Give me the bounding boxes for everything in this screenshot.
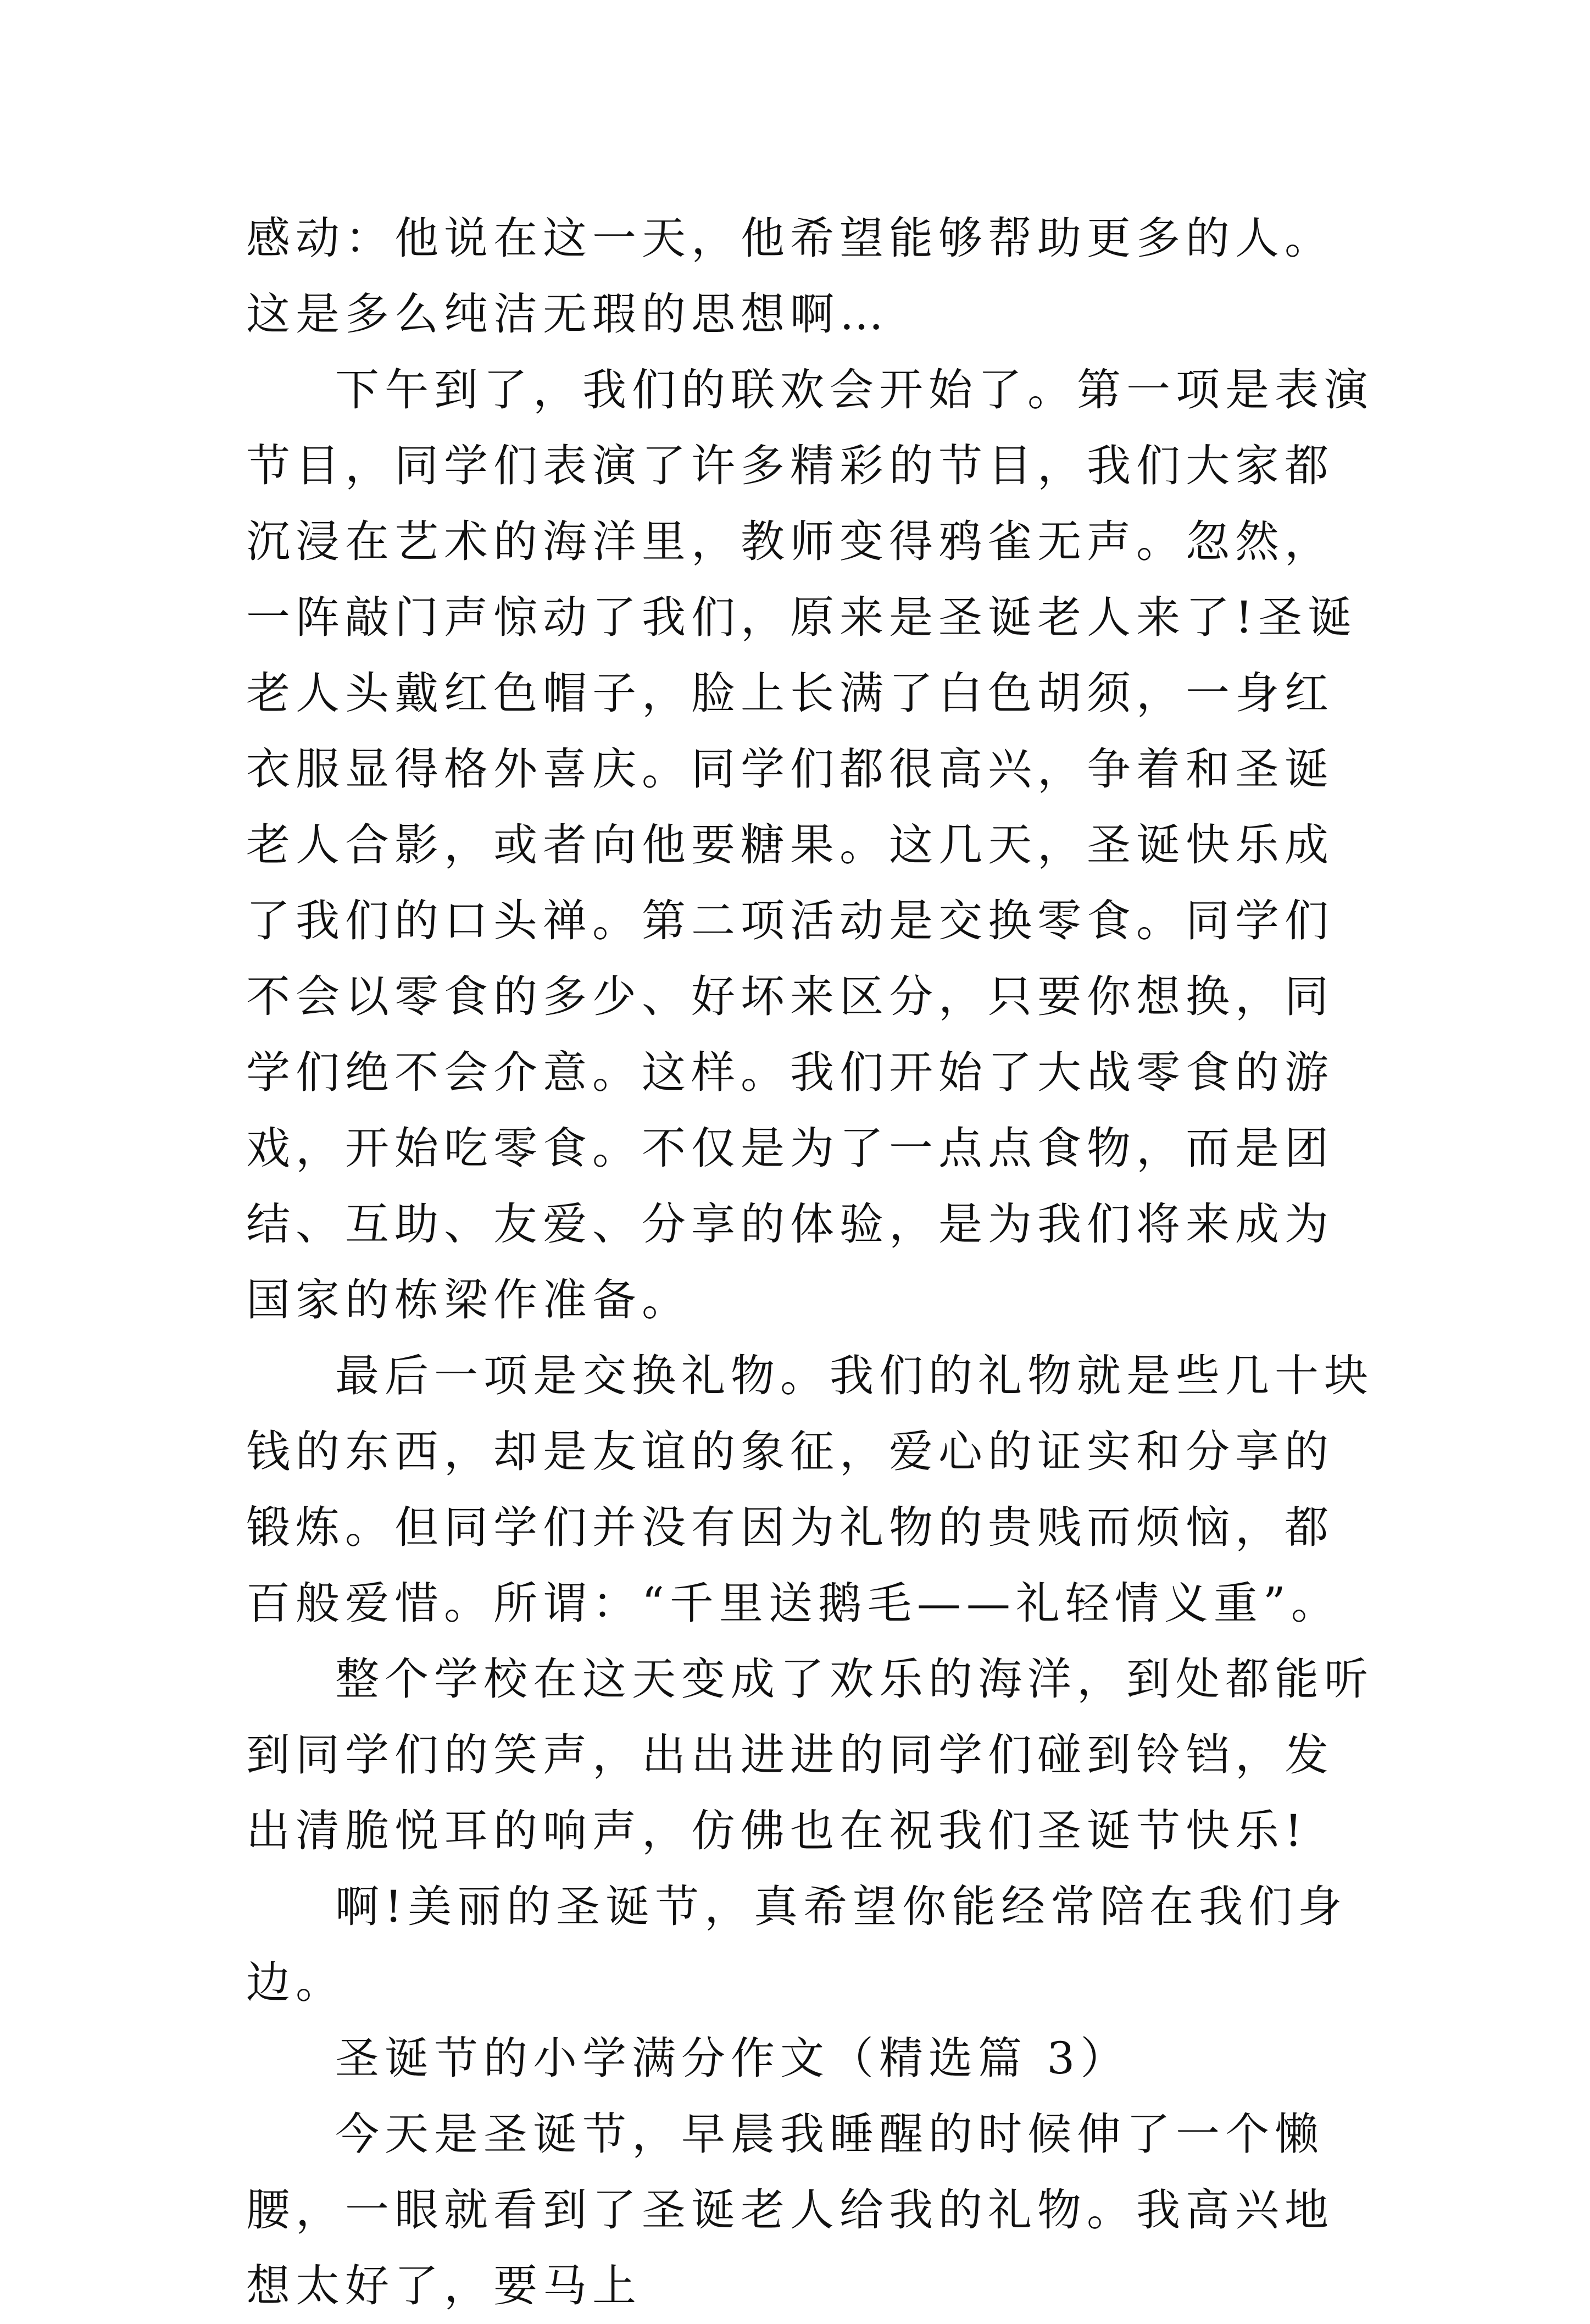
paragraph: 下午到了，我们的联欢会开始了。第一项是表演节目，同学们表演了许多精彩的节目，我们大家都沉浸在艺术的海洋里，教师变得鸦雀无声。忽然，一阵敲门声惊动了我们，原来是圣诞老人来了!圣诞老人头戴红色帽子，脸上长满了白色胡须，一身红衣服显得格外喜庆。同学们都很高兴，争着和圣诞老人合影，或者向他要糖果。这几天，圣诞快乐成了我们的口头禅。第二项活动是交换零食。同学们不会以零食的多少、好坏来区分，只要你想换，同学们绝不会介意。这样。我们开始了大战零食的游戏，开始吃零食。不仅是为了一点点食物，而是团结、互助、友爱、分享的体验，是为我们将来成为国家的栋梁作准备。 — [246, 364, 1374, 1325]
section-heading: 圣诞节的小学满分作文（精选篇 3） — [335, 2033, 1130, 2084]
paragraph: 最后一项是交换礼物。我们的礼物就是些几十块钱的东西，却是友谊的象征，爱心的证实和分享的锻炼。但同学们并没有因为礼物的贵贱而烦恼，都百般爱惜。所谓：“千里送鹅毛——礼轻情义重”。 — [246, 1350, 1374, 1629]
paragraph: 整个学校在这天变成了欢乐的海洋，到处都能听到同学们的笑声，出出进进的同学们碰到铃铛，发出清脆悦耳的响声，仿佛也在祝我们圣诞节快乐! — [246, 1654, 1374, 1856]
paragraph: 感动：他说在这一天，他希望能够帮助更多的人。这是多么纯洁无瑕的思想啊… — [246, 213, 1334, 340]
document-body — [246, 201, 1378, 2324]
paragraph: 啊!美丽的圣诞节，真希望你能经常陪在我们身边。 — [246, 1881, 1348, 2008]
paragraph: 今天是圣诞节，早晨我睡醒的时候伸了一个懒腰，一眼就看到了圣诞老人给我的礼物。我高兴地想太好了，要马上 — [246, 2109, 1334, 2311]
